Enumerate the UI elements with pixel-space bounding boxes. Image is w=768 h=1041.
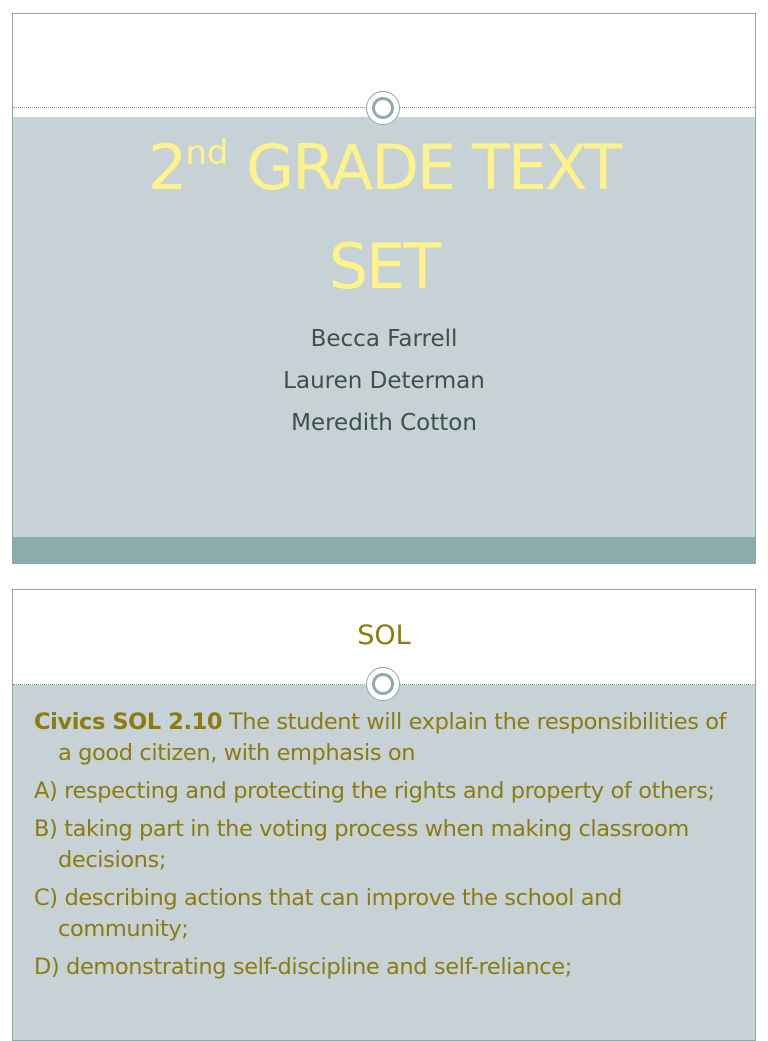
title-superscript: nd bbox=[185, 133, 229, 173]
sol-intro-text: The student will explain the responsibilities of a good citizen, with emphasis on bbox=[58, 709, 727, 766]
author-name: Becca Farrell bbox=[310, 326, 458, 352]
sol-slide bbox=[12, 589, 756, 1041]
slide-title-line2: SET bbox=[328, 230, 440, 303]
title-rest: GRADE TEXT bbox=[228, 131, 621, 204]
footer-bar bbox=[13, 537, 755, 563]
sol-item: D) demonstrating self-discipline and self-reliance; bbox=[34, 954, 572, 980]
sol-intro bbox=[34, 707, 731, 769]
sol-item: B) taking part in the voting process when making classroom decisions; bbox=[34, 816, 689, 873]
sol-item: A) respecting and protecting the rights and property of others; bbox=[34, 778, 715, 804]
title-slide bbox=[12, 13, 756, 564]
sol-code: Civics SOL 2.10 bbox=[34, 709, 223, 735]
author-list bbox=[13, 318, 755, 444]
sol-item: C) describing actions that can improve the school and community; bbox=[34, 885, 622, 942]
title-number: 2 bbox=[147, 131, 186, 204]
author-name: Meredith Cotton bbox=[291, 410, 477, 436]
ring-icon bbox=[366, 667, 400, 701]
slide-heading: SOL bbox=[357, 620, 411, 651]
author-name: Lauren Determan bbox=[283, 368, 485, 394]
slide-title-line1 bbox=[13, 130, 755, 206]
sol-body bbox=[34, 707, 731, 990]
ring-icon bbox=[366, 91, 400, 125]
